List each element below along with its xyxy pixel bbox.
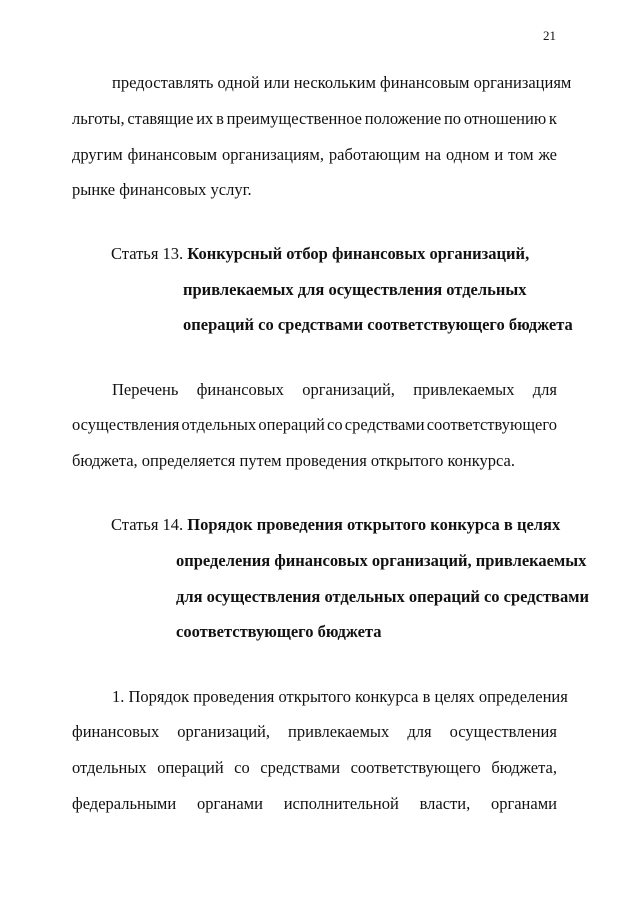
article-14-prefix: Статья 14. — [111, 515, 184, 534]
word: работающим — [328, 145, 420, 164]
word: привлекаемых — [413, 380, 515, 399]
word: федеральными — [72, 794, 177, 813]
article-13-heading — [111, 244, 529, 264]
word: отдельных — [72, 758, 147, 777]
word: соответствующего — [350, 758, 481, 777]
paragraph-2-line-3: бюджета, определяется путем проведения открытого конкурса. — [72, 451, 516, 470]
article-13-title-line-2: привлекаемых для осуществления отдельных — [183, 280, 527, 299]
word: том — [508, 145, 534, 164]
word: операций — [258, 415, 325, 434]
word: же — [538, 145, 557, 164]
word: средствами — [260, 758, 341, 777]
article-14-title-line-2: определения финансовых организаций, привлекаемых — [176, 551, 587, 570]
article-14-title-line-3: для осуществления отдельных операций со средствами — [176, 587, 589, 606]
word: соответствующего — [426, 415, 557, 434]
paragraph-1-line-2 — [72, 109, 557, 129]
word: привлекаемых — [288, 722, 390, 741]
article-13-title-line-3: операций со средствами соответствующего бюджета — [183, 315, 573, 334]
word: и — [494, 145, 504, 164]
article-14-title-line-1: Порядок проведения открытого конкурса в целях — [187, 515, 561, 534]
word: бюджета, — [491, 758, 557, 777]
word: исполнительной — [283, 794, 399, 813]
word: операций — [157, 758, 224, 777]
word: по — [443, 109, 462, 128]
paragraph-2-line-2 — [72, 415, 557, 435]
article-14-heading — [111, 515, 560, 535]
article-13-prefix: Статья 13. — [111, 244, 184, 263]
page-number: 21 — [543, 28, 556, 43]
word: отдельных — [181, 415, 257, 434]
paragraph-1-line-3 — [72, 145, 557, 165]
word: льготы, — [72, 109, 125, 128]
word: органами — [196, 794, 263, 813]
paragraph-3-line-2 — [72, 722, 557, 742]
word: финансовых — [72, 722, 160, 741]
paragraph-3-line-4 — [72, 794, 557, 814]
word: средствами — [344, 415, 425, 434]
word: финансовых — [196, 380, 284, 399]
paragraph-3-line-1: 1. Порядок проведения открытого конкурса в целях определения — [112, 687, 568, 706]
word: со — [327, 415, 343, 434]
word: организациям, — [222, 145, 324, 164]
word: финансовым — [127, 145, 218, 164]
article-13-title-line-1: Конкурсный отбор финансовых организаций, — [187, 244, 530, 263]
article-14-title-line-4: соответствующего бюджета — [176, 622, 382, 641]
word: Перечень — [112, 380, 179, 399]
word: в — [216, 109, 224, 128]
paragraph-1-line-4: рынке финансовых услуг. — [72, 180, 252, 199]
word: их — [196, 109, 214, 128]
word: осуществления — [72, 415, 180, 434]
word: власти, — [419, 794, 471, 813]
word: к — [548, 109, 557, 128]
word: организаций, — [302, 380, 395, 399]
word: для — [407, 722, 432, 741]
word: ставящие — [127, 109, 194, 128]
word: отношению — [463, 109, 547, 128]
word: на — [424, 145, 442, 164]
word: преимущественное — [226, 109, 362, 128]
word: одном — [446, 145, 490, 164]
word: организаций, — [177, 722, 270, 741]
paragraph-2-line-1 — [112, 380, 557, 400]
paragraph-3-line-3 — [72, 758, 557, 778]
word: положение — [364, 109, 442, 128]
word: органами — [490, 794, 557, 813]
word: другим — [72, 145, 123, 164]
word: для — [532, 380, 557, 399]
word: со — [234, 758, 250, 777]
paragraph-1-line-1: предоставлять одной или нескольким финансовым организациям — [112, 73, 572, 92]
word: осуществления — [449, 722, 557, 741]
